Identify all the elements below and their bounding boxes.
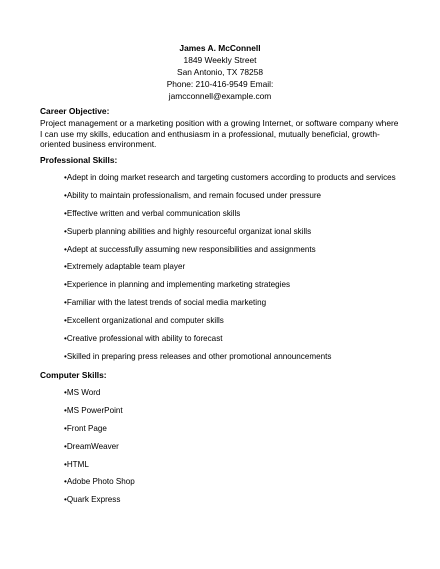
professional-skills-list (64, 173, 396, 370)
email-address: jamcconnell@example.com (168, 91, 272, 101)
professional-skills-heading: Professional Skills: (40, 155, 118, 165)
city-state-zip: San Antonio, TX 78258 (177, 67, 263, 77)
list-item: •Familiar with the latest trends of social media marketing (64, 298, 267, 308)
list-item: •Front Page (64, 423, 107, 433)
list-item: •Excellent organizational and computer skills (64, 316, 224, 326)
list-item: •Ability to maintain professionalism, and remain focused under pressure (64, 190, 322, 200)
list-item: •MS Word (64, 388, 101, 397)
applicant-name: James A. McConnell (179, 43, 261, 53)
list-item: •Adobe Photo Shop (64, 477, 135, 487)
list-item: •Creative professional with ability to forecast (64, 334, 223, 344)
list-item: •DreamWeaver (64, 441, 119, 451)
list-item: •Effective written and verbal communication skills (64, 208, 241, 218)
list-item: •MS PowerPoint (64, 405, 123, 415)
computer-skills-heading: Computer Skills: (40, 370, 107, 380)
career-objective-heading: Career Objective: (40, 106, 110, 116)
computer-skills-list (64, 388, 135, 513)
phone-email-line: Phone: 210-416-9549 Email: (166, 79, 274, 89)
street-address: 1849 Weekly Street (183, 55, 257, 65)
list-item: •Adept at successfully assuming new responsibilities and assignments (64, 244, 316, 254)
list-item: •Superb planning abilities and highly resourceful organizat ional skills (64, 226, 312, 236)
list-item: •Skilled in preparing press releases and other promotional announcements (64, 351, 332, 361)
list-item: •Quark Express (64, 495, 121, 505)
career-objective-text: Project management or a marketing position with a growing Internet, or software company where I can use my skills, education and enthusiasm in a professional, mutually beneficial, growth-oriented business environment. (40, 118, 399, 149)
list-item: •Experience in planning and implementing marketing strategies (64, 280, 290, 290)
list-item: •HTML (64, 459, 89, 469)
contact-header (0, 42, 440, 102)
list-item: •Extremely adaptable team player (64, 262, 186, 272)
list-item: •Adept in doing market research and targeting customers according to products and services (64, 173, 396, 182)
